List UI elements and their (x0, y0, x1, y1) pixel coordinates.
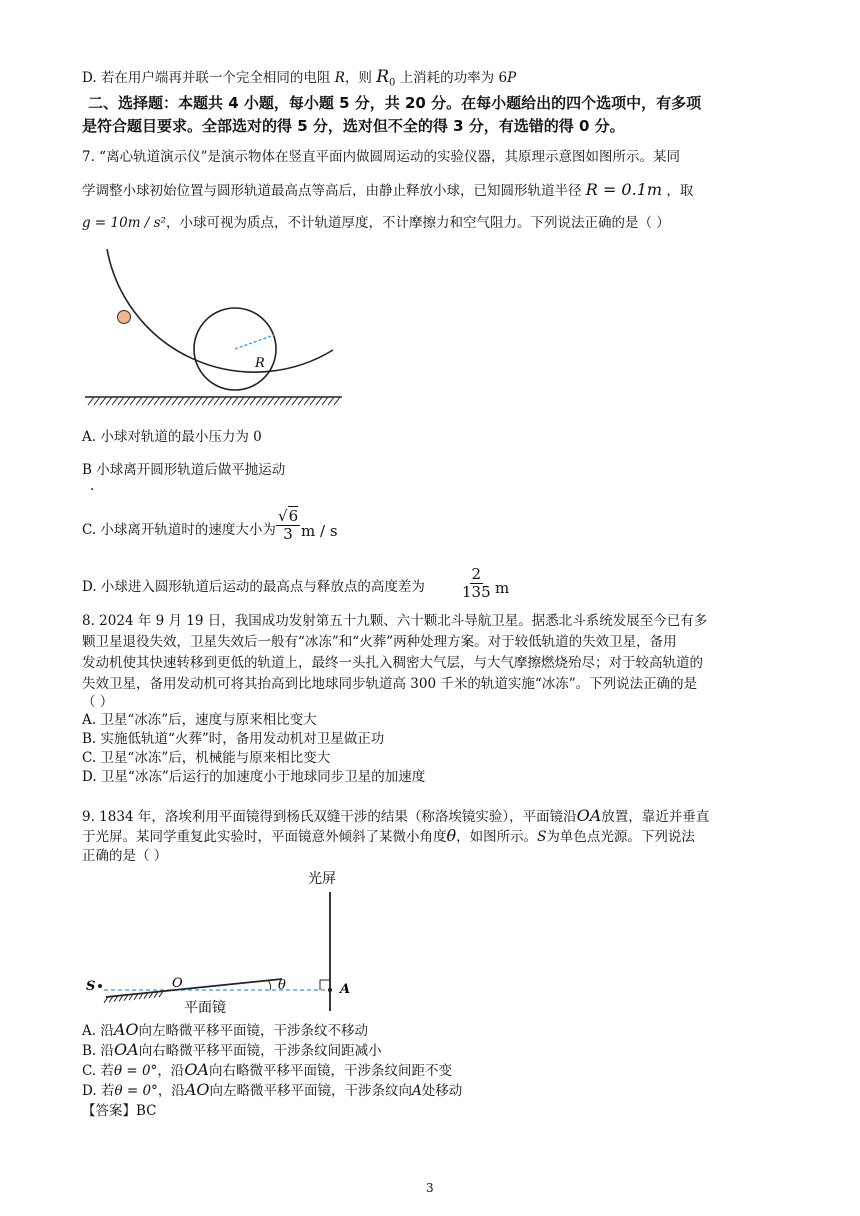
q7-option-c-fraction: $\frac{√6}{3}$ (278, 507, 299, 543)
hatch-stroke (214, 397, 220, 405)
hatch-stroke (172, 397, 178, 405)
q9-b-var: OA (114, 1040, 139, 1059)
var-theta: θ (446, 826, 457, 845)
q9-stem-line1 (82, 806, 709, 827)
q9-d-mid: ，沿 (157, 1083, 185, 1099)
hatch-stroke (160, 397, 166, 405)
q7-g-eq: g = 10m / s² (82, 215, 166, 231)
q7-c-numerator: 6 (288, 507, 299, 525)
q7-option-d-unit: m (495, 579, 510, 597)
hatch-stroke (142, 397, 148, 405)
q7-option-b-dot: . (90, 478, 95, 494)
q9-option-c (82, 1060, 452, 1081)
q7-d-numerator: 2 (471, 565, 482, 583)
theta-arc (268, 980, 271, 990)
hatch-stroke (104, 997, 108, 1003)
q9-line2-text: 于光屏。某同学重复此实验时，平面镜意外倾斜了某微小角度 (82, 829, 447, 845)
q8-stem-line1: 8. 2024 年 9 月 19 日，我国成功发射第五十九颗、六十颗北斗导航卫星。据悉北斗系统发展至今已有多 (82, 613, 708, 629)
hatch-stroke (328, 397, 334, 405)
screen-label: 光屏 (308, 871, 336, 887)
q9-c-mid: ，沿 (157, 1063, 185, 1079)
q8-stem-line4: 失效卫星，备用发动机可将其抬高到比地球同步轨道高 300 千米的轨道实施“冰冻”。下列说法正确的是 (82, 676, 698, 692)
page-number: 3 (426, 1181, 434, 1195)
q7-option-d-text: D. 小球进入圆形轨道后运动的最高点与释放点的高度差为 (82, 579, 425, 595)
hatch-stroke (94, 397, 100, 405)
q7-stem-line1: 7. “离心轨道演示仪”是演示物体在竖直平面内做圆周运动的实验仪器，其原理示意图如图所示。某同 (82, 149, 680, 165)
hatch-stroke (220, 397, 226, 405)
hatch-stroke (118, 397, 124, 405)
q6-option-d-text: D. 若在用户端再并联一个完全相同的电阻 (82, 70, 331, 86)
q8-stem-line3: 发动机使其快速转移到更低的轨道上，最终一头扎入稠密大气层，与大气摩擦燃烧殆尽；对于较高轨道的 (82, 655, 703, 671)
hatch-stroke (130, 397, 136, 405)
q7-line2-text: 学调整小球初始位置与圆形轨道最高点等高后，由静止释放小球，已知圆形轨道半径 (82, 183, 582, 199)
hatch-stroke (136, 397, 142, 405)
hatch-stroke (148, 397, 154, 405)
q7-option-a: A. 小球对轨道的最小压力为 0 (82, 429, 262, 445)
var-s: S (537, 829, 547, 845)
q9-c-post: 向右略微平移平面镜，干涉条纹间距不变 (208, 1063, 452, 1079)
hatch-stroke (238, 397, 244, 405)
q9-d-pre: D. 若 (82, 1083, 115, 1099)
hatch-stroke (178, 397, 184, 405)
hatch-stroke (310, 397, 316, 405)
radius-line (235, 335, 274, 349)
hatch-stroke (190, 397, 196, 405)
section2-header-line2: 是符合题目要求。全部选对的得 5 分，选对但不全的得 3 分，有选错的得 0 分。 (82, 117, 625, 135)
hatch-stroke (274, 397, 280, 405)
q9-b-post: 向右略微平移平面镜，干涉条纹间距减小 (138, 1043, 382, 1059)
hatch-stroke (262, 397, 268, 405)
q7-c-denominator: 3 (283, 524, 293, 543)
theta-label: θ (278, 978, 286, 993)
q9-line1-text: 9. 1834 年，洛埃利用平面镜得到杨氏双缝干涉的结果（称洛埃镜实验），平面镜沿 (82, 809, 577, 825)
hatch-stroke (292, 397, 298, 405)
q8-stem-line2: 颗卫星退役失效，卫星失效后一般有“冰冻”和“火葬”两种处理方案。对于较低轨道的失效卫星，备用 (82, 634, 677, 650)
hatch-stroke (112, 397, 118, 405)
var-r0: R (376, 67, 390, 87)
q8-option-a: A. 卫星“冰冻”后，速度与原来相比变大 (82, 712, 317, 728)
q7-track-figure (80, 245, 360, 410)
mirror-label: 平面镜 (184, 1000, 226, 1016)
q9-line1-post: 放置，靠近并垂直 (601, 809, 710, 825)
hatch-stroke (256, 397, 262, 405)
q9-option-a (82, 1020, 368, 1041)
q9-a-pre: A. 沿 (82, 1023, 114, 1039)
q9-lloyd-mirror-figure (80, 866, 380, 1016)
q9-stem-line2 (82, 826, 695, 847)
point-a (328, 988, 332, 992)
point-a-label: A (340, 982, 351, 997)
hatch-stroke (124, 397, 130, 405)
q6-option-d-post: 上消耗的功率为 6 (399, 70, 508, 86)
right-angle-mark (320, 980, 330, 990)
q9-c-cond: θ = 0° (113, 1063, 158, 1079)
q9-d-end: 处移动 (421, 1083, 463, 1099)
q7-line2-post: ，取 (666, 183, 694, 199)
hatch-stroke (334, 397, 340, 405)
hatch-stroke (166, 397, 172, 405)
q9-b-pre: B. 沿 (82, 1043, 115, 1059)
q7-option-b: B 小球离开圆形轨道后做平抛运动 (82, 462, 286, 478)
hatch-stroke (244, 397, 250, 405)
point-o-label: O (172, 976, 183, 991)
var-oa: OA (576, 806, 602, 825)
q7-option-c-text: C. 小球离开轨道时的速度大小为 (82, 522, 276, 538)
var-p: P (507, 70, 517, 86)
ground-hatch (88, 397, 340, 405)
hatch-stroke (286, 397, 292, 405)
hatch-stroke (184, 397, 190, 405)
q6-option-d (82, 67, 516, 94)
q7-d-denominator: 135 (462, 582, 491, 601)
q8-option-d: D. 卫星“冰冻”后运行的加速度小于地球同步卫星的加速度 (82, 769, 426, 785)
hatch-stroke (208, 397, 214, 405)
q8-option-c: C. 卫星“冰冻”后，机械能与原来相比变大 (82, 750, 331, 766)
q7-stem-line2 (82, 180, 693, 201)
var-r: R (334, 70, 345, 86)
hatch-stroke (100, 397, 106, 405)
q8-option-b: B. 实施低轨道“火葬”时，备用发动机对卫星做正功 (82, 731, 385, 747)
hatch-stroke (322, 397, 328, 405)
radius-label: R (255, 356, 265, 371)
q7-option-c-unit: m / s (301, 522, 338, 540)
hatch-stroke (268, 397, 274, 405)
q9-d-a: A (411, 1083, 422, 1099)
hatch-stroke (202, 397, 208, 405)
q7-radius-eq: R = 0.1m (585, 180, 663, 199)
q9-line2-post: 为单色点光源。下列说法 (546, 829, 695, 845)
source-point (98, 984, 102, 988)
hatch-stroke (88, 397, 94, 405)
hatch-stroke (232, 397, 238, 405)
ball (118, 311, 131, 324)
q9-c-var: OA (184, 1060, 209, 1079)
q6-option-d-mid: ，则 (344, 70, 372, 86)
section2-header-line1: 二、选择题：本题共 4 小题，每小题 5 分，共 20 分。在每小题给出的四个选项中，有多项 (88, 94, 702, 112)
hatch-stroke (304, 397, 310, 405)
q9-option-b (82, 1040, 382, 1061)
source-label: S (86, 979, 96, 994)
hatch-stroke (250, 397, 256, 405)
q9-answer: 【答案】BC (82, 1103, 157, 1119)
q7-option-c (82, 520, 276, 540)
hatch-stroke (316, 397, 322, 405)
hatch-stroke (106, 397, 112, 405)
q9-d-cond: θ = 0° (114, 1083, 158, 1099)
q9-a-post: 向左略微平移平面镜，干涉条纹不移动 (138, 1023, 369, 1039)
hatch-stroke (154, 397, 160, 405)
q9-a-var: AO (113, 1020, 139, 1039)
q8-stem-line5: （ ） (82, 694, 114, 710)
hatch-stroke (226, 397, 232, 405)
q7-line3-text: ，小球可视为质点，不计轨道厚度，不计摩擦力和空气阻力。下列说法正确的是（ ） (166, 215, 670, 231)
hatch-stroke (298, 397, 304, 405)
q7-option-d-fraction (460, 566, 493, 600)
q9-line2-mid: ，如图所示。 (456, 829, 538, 845)
q9-c-pre: C. 若 (82, 1063, 114, 1079)
q9-d-post: 向左略微平移平面镜，干涉条纹向 (209, 1083, 412, 1099)
q9-option-d (82, 1080, 462, 1101)
q7-option-d (82, 577, 425, 597)
var-r0-sub: 0 (389, 77, 396, 89)
q9-d-var: AO (184, 1080, 210, 1099)
q7-stem-line3 (82, 213, 670, 233)
hatch-stroke (280, 397, 286, 405)
q9-stem-line3: 正确的是（ ） (82, 848, 168, 864)
hatch-stroke (196, 397, 202, 405)
